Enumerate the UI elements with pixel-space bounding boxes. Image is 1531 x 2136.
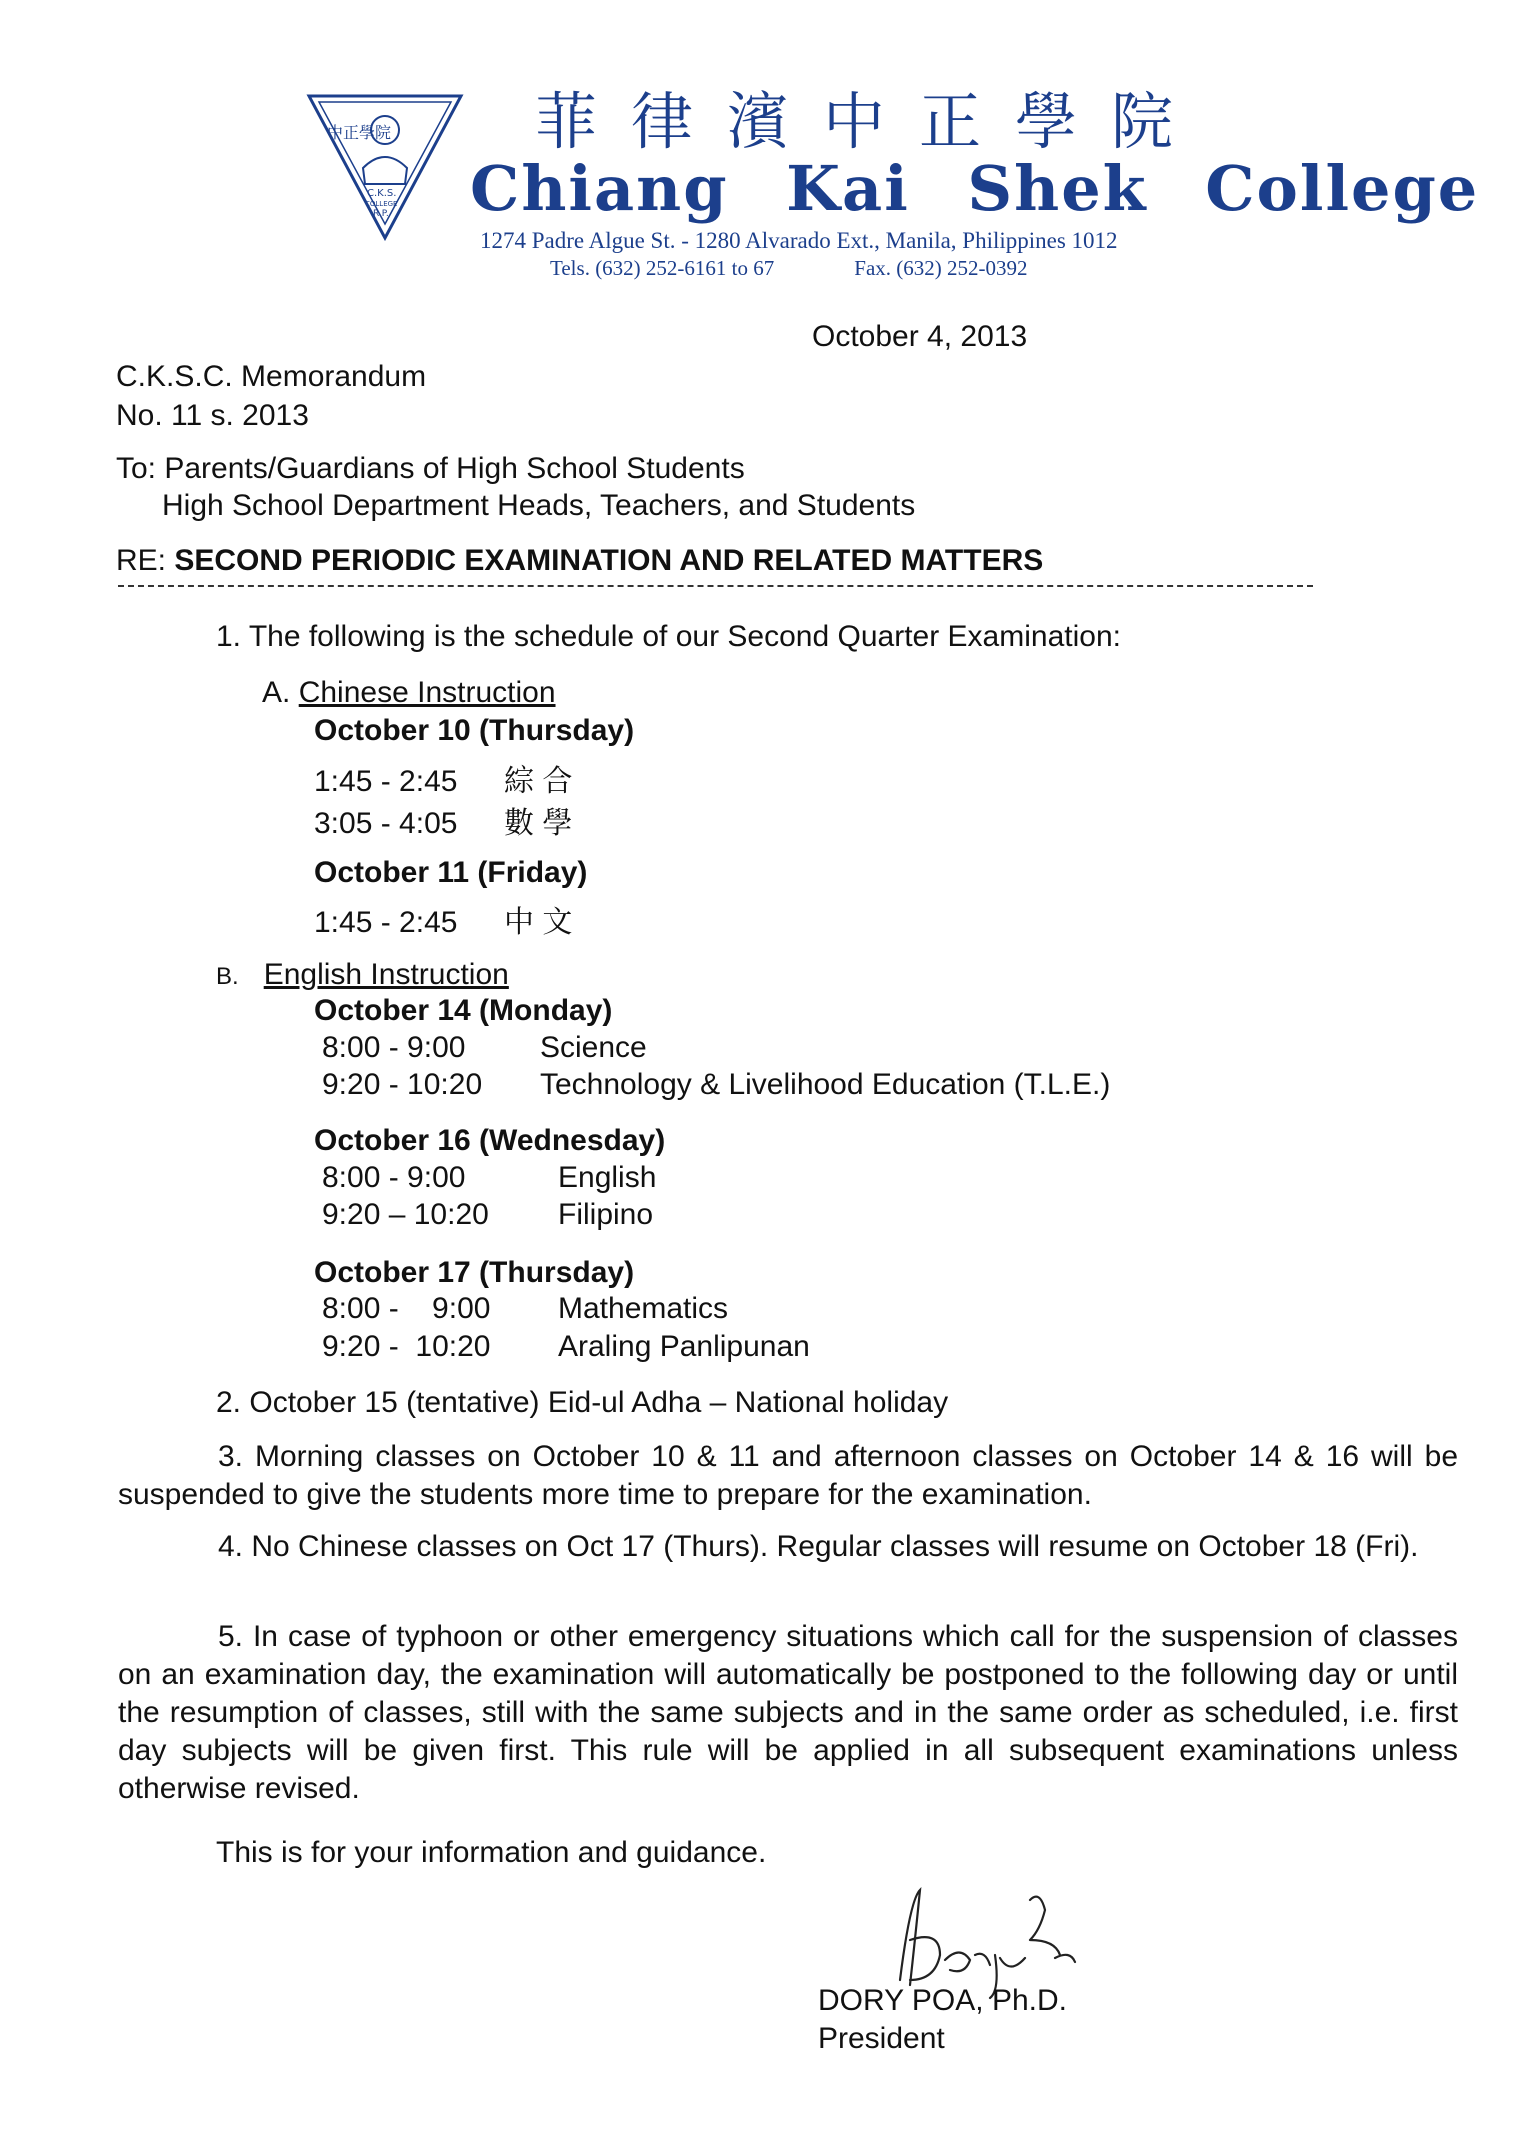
college-seal-logo	[305, 88, 465, 248]
item-5: 5. In case of typhoon or other emergency situations which call for the suspension of classes on an examination day, the examination will automatically be postponed to the following day or until the resumption of classes, still with the same subjects and in the same order as scheduled, i.e. first day subjects will be given first. This rule will be applied in all subsequent examinations unless otherwise revised.	[118, 1620, 1458, 1805]
section-b-heading: B. English Instruction	[216, 958, 509, 991]
exam-slot: 8:00 - 9:00 Mathematics	[322, 1292, 729, 1325]
telephone-numbers: Tels. (632) 252-6161 to 67	[550, 256, 775, 280]
item-2: 2. October 15 (tentative) Eid-ul Adha – National holiday	[216, 1386, 949, 1419]
closing-statement: This is for your information and guidance.	[216, 1836, 767, 1869]
svg-text:COLLEGE: COLLEGE	[365, 200, 398, 208]
handwritten-signature	[880, 1880, 1080, 2000]
exam-day-oct-17: October 17 (Thursday)	[314, 1256, 635, 1289]
memo-date: October 4, 2013	[812, 320, 1028, 353]
college-address: 1274 Padre Algue St. - 1280 Alvarado Ext., Manila, Philippines 1012	[480, 228, 1118, 253]
memo-reference: C.K.S.C. Memorandum	[116, 360, 427, 393]
exam-day-oct-11: October 11 (Friday)	[314, 856, 588, 889]
exam-slot: 9:20 – 10:20 Filipino	[322, 1198, 654, 1231]
exam-slot: 1:45 - 2:45 中 文	[314, 906, 573, 939]
item-3: 3. Morning classes on October 10 & 11 and afternoon classes on October 14 & 16 will be suspended to give the students more time to prepare for the examination.	[118, 1440, 1458, 1511]
exam-slot: 3:05 - 4:05 數 學	[314, 807, 573, 840]
memo-subject: RE: SECOND PERIODIC EXAMINATION AND RELATED MATTERS	[116, 544, 1044, 577]
exam-slot: 8:00 - 9:00 Science	[322, 1031, 647, 1064]
separator-line	[118, 585, 1313, 587]
exam-day-oct-16: October 16 (Wednesday)	[314, 1124, 666, 1157]
exam-day-oct-14: October 14 (Monday)	[314, 994, 613, 1027]
memo-recipients: To: Parents/Guardians of High School Students	[116, 452, 745, 485]
memo-number: No. 11 s. 2013	[116, 399, 309, 432]
college-contact	[550, 256, 1028, 281]
signer-title: President	[818, 2022, 945, 2055]
fax-number: Fax. (632) 252-0392	[854, 256, 1028, 280]
exam-slot: 9:20 - 10:20 Technology & Livelihood Education (T.L.E.)	[322, 1068, 1111, 1101]
college-chinese-name: 菲律濱中正學院	[535, 85, 1208, 158]
exam-day-oct-10: October 10 (Thursday)	[314, 714, 635, 747]
svg-text:C.K.S.: C.K.S.	[367, 188, 397, 199]
exam-slot: 8:00 - 9:00 English	[322, 1161, 657, 1194]
signer-name: DORY POA, Ph.D.	[818, 1984, 1067, 2017]
item-4: 4. No Chinese classes on Oct 17 (Thurs). Regular classes will resume on October 18 (Fri).	[218, 1530, 1419, 1563]
exam-slot: 1:45 - 2:45 綜 合	[314, 765, 573, 798]
college-name: Chiang Kai Shek College	[470, 152, 1480, 225]
memo-recipients-line2: High School Department Heads, Teachers, and Students	[162, 489, 916, 522]
section-a-heading: A. Chinese Instruction	[262, 676, 556, 709]
svg-text:R.P.: R.P.	[373, 209, 389, 219]
item-1: 1. The following is the schedule of our Second Quarter Examination:	[216, 620, 1121, 653]
exam-slot: 9:20 - 10:20 Araling Panlipunan	[322, 1330, 810, 1363]
seal-chinese-text: 中正學院	[327, 123, 392, 142]
